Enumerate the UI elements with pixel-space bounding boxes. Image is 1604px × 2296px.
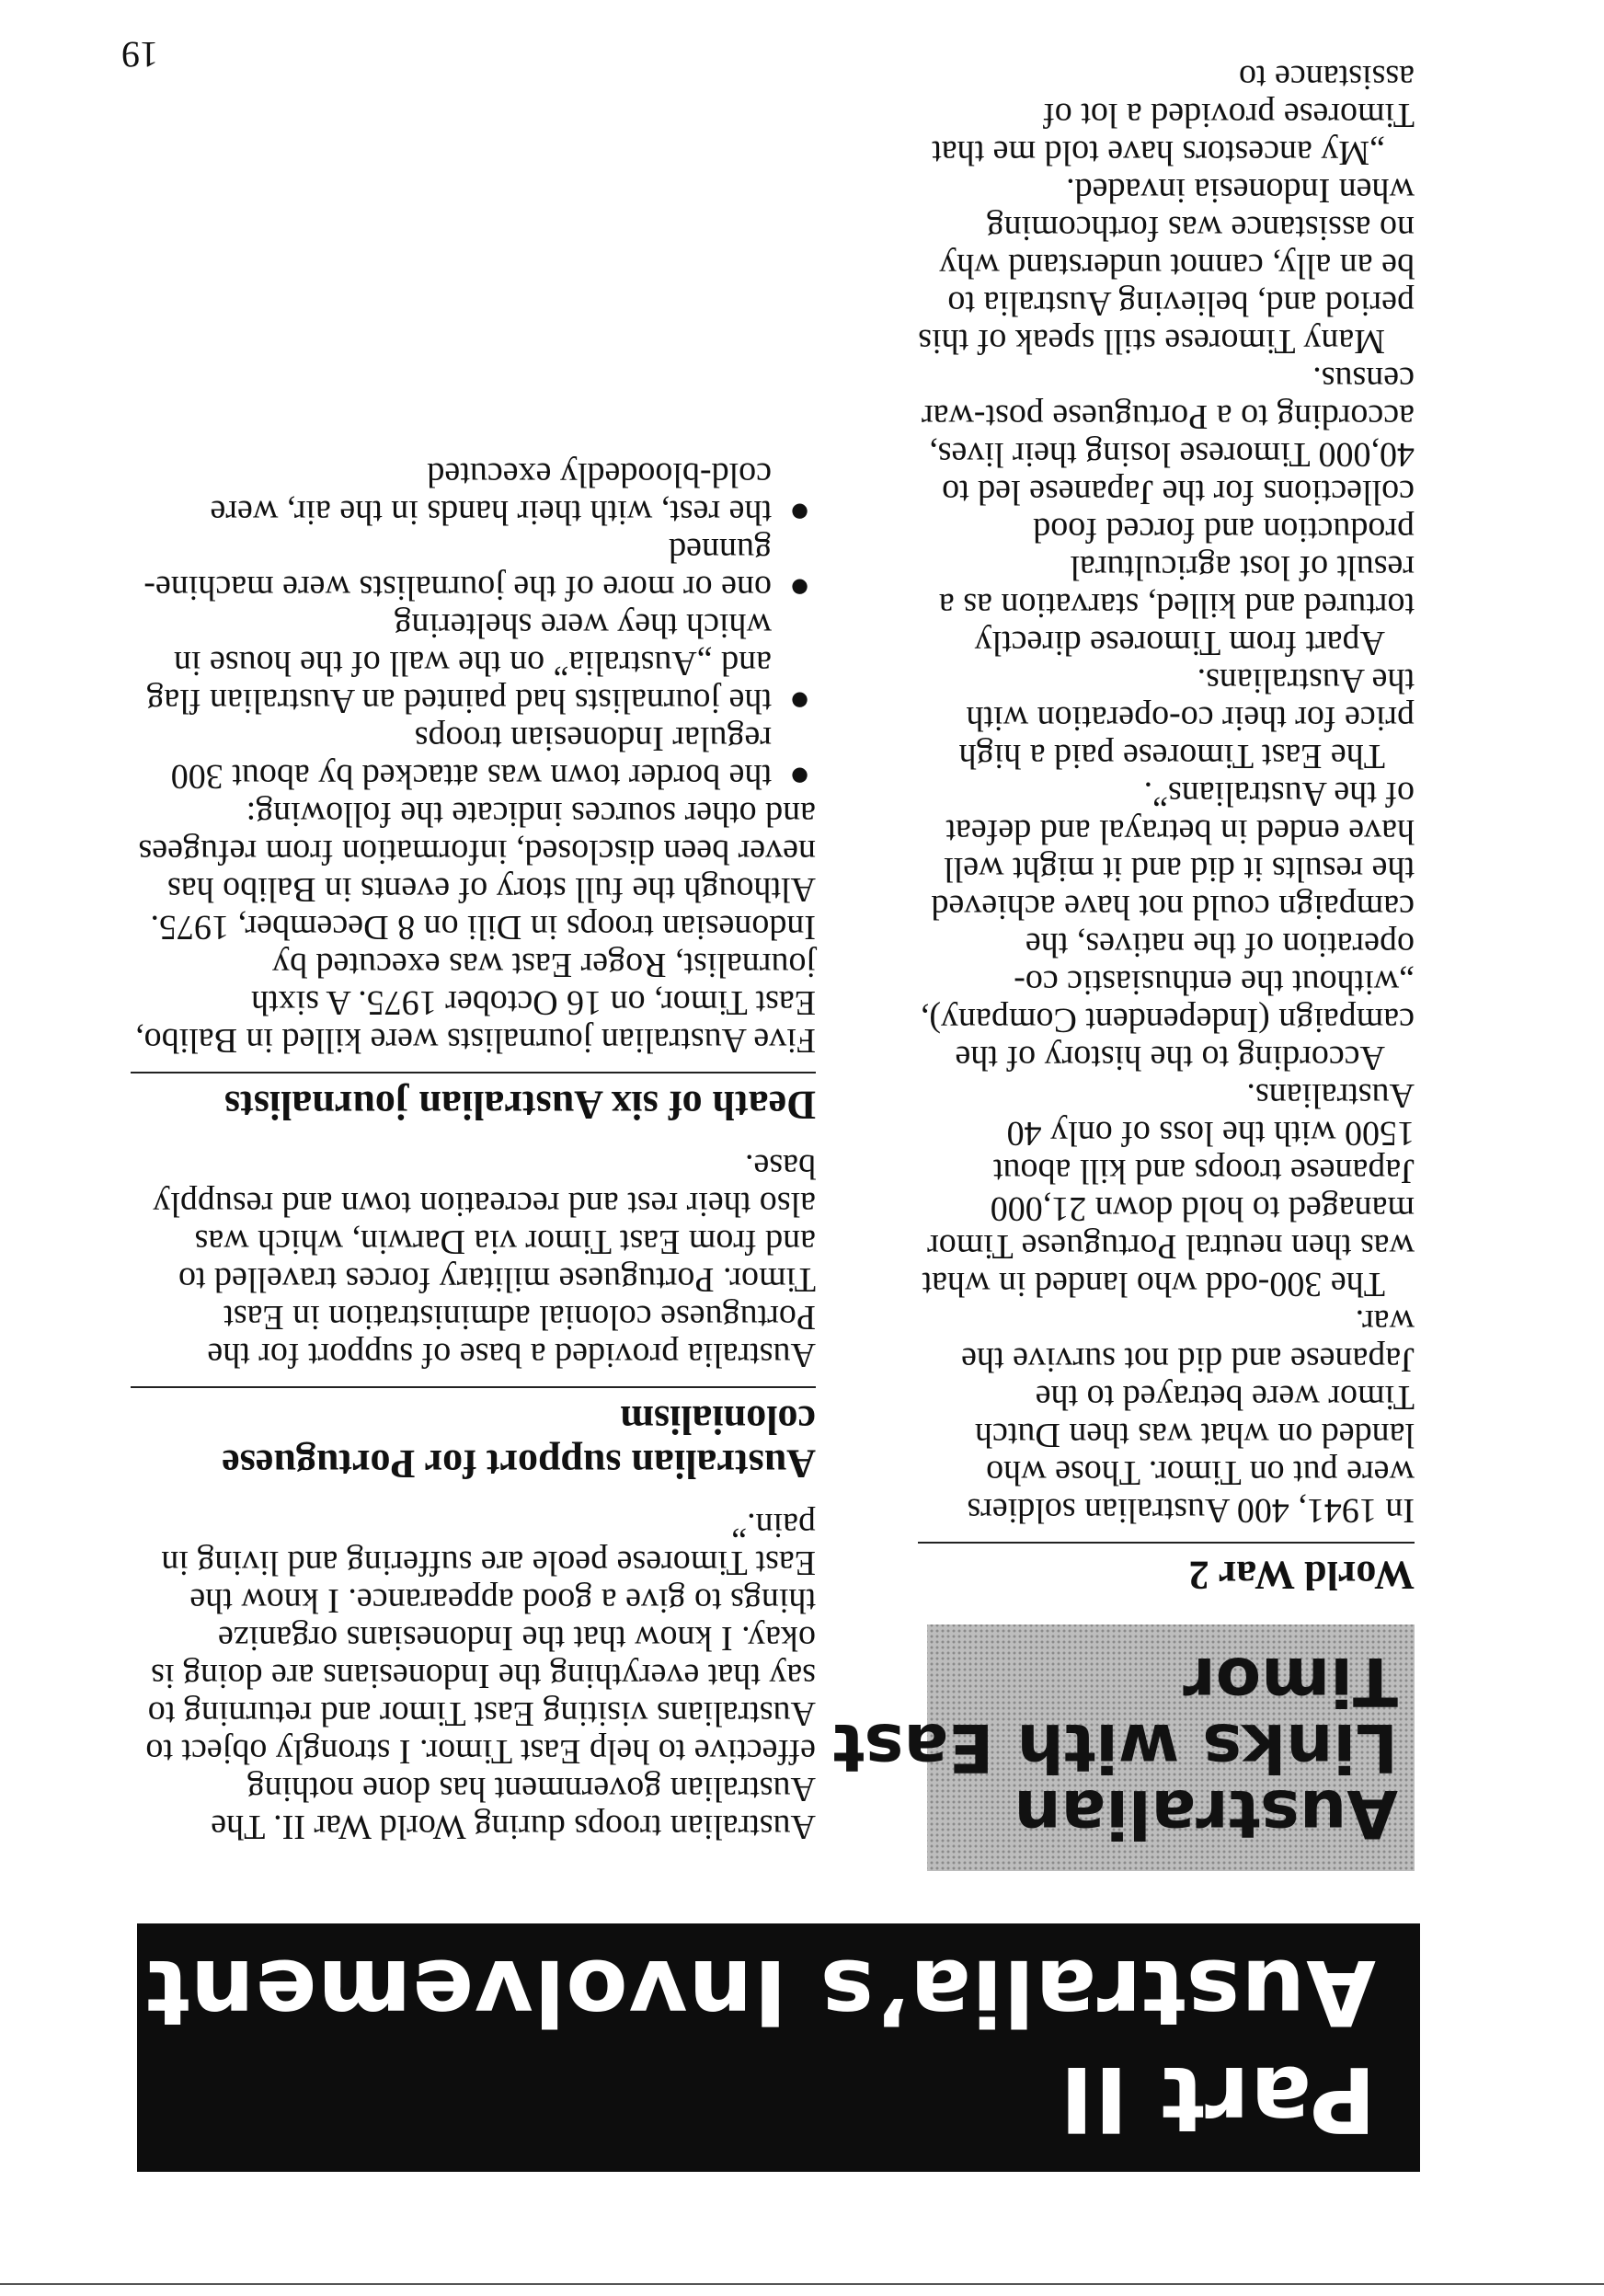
- bullet-dot-icon: ●: [789, 682, 810, 720]
- bullet-text: one or more of the journalists were machine-gunned: [143, 531, 772, 607]
- ww2-paragraph-7: „My ancestors have told me that Timorese provided a lot of assistance to: [932, 58, 1415, 172]
- bullet-text: the rest, with their hands in the air, were cold-bloodedly executed: [210, 455, 772, 532]
- support-heading: Australian support for Portuguese colonialism: [222, 1397, 816, 1487]
- bullet-item: [131, 531, 816, 606]
- right-column: [131, 455, 816, 1845]
- section-title-line-1: Australian: [1014, 1775, 1398, 1853]
- quote-continuation: Australian troops during World War II. The Australian government has done nothing effective to help East Timor. I strongly object to Australians visiting East Timor and returning to say that everything the Indonesians are doing is okay. I know that the Indonesians organize things to give a good appearance. I know the East Timorese peole are suffering and living in pain.”: [145, 1506, 816, 1846]
- part-banner-line-1: Part II: [1059, 2046, 1376, 2151]
- part-banner: [137, 1923, 1420, 2172]
- bullet-dot-icon: ●: [789, 568, 810, 607]
- ww2-paragraph-2: The 300-odd who landed in what was then neutral Portuguese Timor managed to hold down 21,000 Japanese troops and kill about 1500 with the loss of only 40 Australians.: [922, 1076, 1415, 1303]
- ww2-heading: World War 2: [1188, 1553, 1415, 1598]
- section-title-line-3: Timor: [1183, 1643, 1398, 1720]
- ww2-paragraph-3: According to the history of the campaign (Independent Company), „without the enthusiastic co-operation of the natives, the campaign could not have achieved the results it did and it might well have ended in betrayal and defeat of the Australians”.: [920, 775, 1415, 1077]
- death-heading: Death of six Australian journalists: [224, 1083, 816, 1128]
- bullet-dot-icon: ●: [789, 757, 810, 796]
- bullet-item: [131, 719, 816, 795]
- death-paragraph: Five Australian journalists were killed in Balibo, East Timor, on 16 October 1975. A sixth journalist, Roger East was executed by Indonesian troops in Dili on 8 December, 1975. Although the full story of events in Balibo has never been disclosed, information from refugees and other sources indicate the following:: [135, 795, 816, 1060]
- section-title-line-2: Links with East: [832, 1709, 1398, 1786]
- ww2-paragraph-6: Many Timorese still speak of this period and, believing Australia to be an ally, cannot understand why no assistance was forthcoming when Indonesia invaded.: [918, 171, 1415, 361]
- bullet-text: the border town was attacked by about 300 regular Indonesian troops: [170, 719, 772, 796]
- ww2-paragraph-4: The East Timorese paid a high price for their co-operation with the Australians.: [958, 661, 1415, 775]
- top-rule: [0, 2283, 1604, 2285]
- bullet-list: [131, 455, 816, 795]
- support-rule: [131, 1386, 816, 1388]
- bullet-item: [131, 455, 816, 531]
- section-title-box: [832, 1624, 1415, 1871]
- page-number: 19: [121, 34, 158, 75]
- ww2-paragraph-1: In 1941, 400 Australian soldiers were put on Timor. Those who landed on what was then Dutch Timor were betrayed to the Japanese and did not survive the war.: [961, 1303, 1415, 1530]
- support-paragraph: Australia provided a base of support for the Portuguese colonial administration in East Timor. Portuguese military forces travelled to and from East Timor via Darwin, which was also their rest and recreation town and resupply base.: [153, 1147, 816, 1374]
- left-column: [918, 58, 1415, 1597]
- death-rule: [131, 1072, 816, 1073]
- bullet-text: the journalists had painted an Australian flag and „Australia” on the wall of the house in which they were sheltering: [146, 606, 772, 720]
- ww2-paragraph-5: Apart from Timorese directly tortured and killed, starvation as a result of lost agricultural production and forced food collections for the Japanese led to 40,000 Timorese losing their lives, according to a Portuguese post-war census.: [921, 360, 1415, 662]
- bullet-dot-icon: ●: [789, 493, 810, 532]
- bullet-item: [131, 606, 816, 719]
- part-banner-line-2: Australia’s Involvement: [145, 1939, 1376, 2044]
- ww2-rule: [918, 1542, 1415, 1544]
